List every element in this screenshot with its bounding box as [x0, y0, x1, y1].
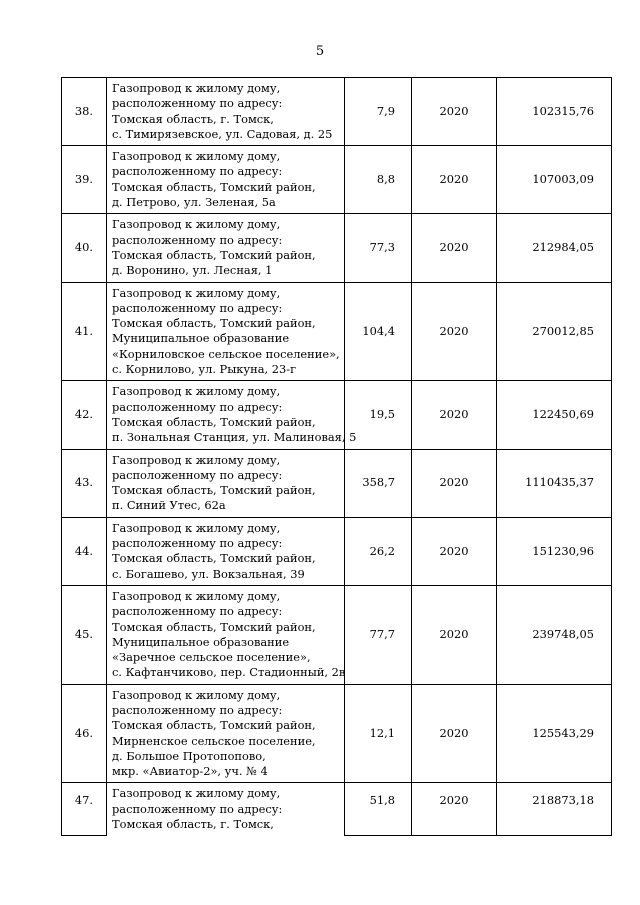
description-line: Томская область, Томский район, [112, 414, 316, 429]
description-line: Томская область, г. Томск, [112, 817, 274, 832]
cost-cell: 1110435,37 [497, 449, 612, 517]
gas-pipeline-table [61, 77, 612, 836]
description-line: расположенному по адресу: [112, 164, 283, 179]
length-cell: 77,3 [345, 214, 412, 282]
description-line: Муниципальное образование [112, 634, 290, 649]
cost-cell: 122450,69 [497, 381, 612, 449]
description-line: д. Большое Протопопово, [112, 748, 266, 763]
description-line: с. Корнилово, ул. Рыкуна, 23-г [112, 362, 297, 377]
description-line: расположенному по адресу: [112, 536, 283, 551]
row-number-cell: 42. [62, 381, 107, 449]
length-cell: 104,4 [345, 282, 412, 381]
length-cell: 7,9 [345, 78, 412, 146]
row-number-cell: 40. [62, 214, 107, 282]
description-line: Томская область, Томский район, [112, 718, 316, 733]
cost-cell: 239748,05 [497, 585, 612, 684]
description-line: Мирненское сельское поселение, [112, 733, 316, 748]
object-description-cell [107, 282, 345, 381]
year-cell: 2020 [412, 783, 497, 835]
description-line: Газопровод к жилому дому, [112, 81, 281, 95]
row-number-cell: 39. [62, 146, 107, 214]
table-row [62, 381, 612, 449]
row-number-cell: 45. [62, 585, 107, 684]
description-line: «Заречное сельское поселение», [112, 650, 311, 665]
cost-cell: 107003,09 [497, 146, 612, 214]
object-description-cell [107, 146, 345, 214]
row-number-cell: 38. [62, 78, 107, 146]
description-line: расположенному по адресу: [112, 399, 283, 414]
year-cell: 2020 [412, 146, 497, 214]
year-cell: 2020 [412, 684, 497, 783]
length-cell: 8,8 [345, 146, 412, 214]
table-row [62, 585, 612, 684]
object-description-cell [107, 517, 345, 585]
description-line: п. Синий Утес, 62а [112, 498, 226, 513]
description-line: Газопровод к жилому дому, [112, 786, 281, 801]
cost-cell: 125543,29 [497, 684, 612, 783]
year-cell: 2020 [412, 517, 497, 585]
table-row [62, 517, 612, 585]
length-cell: 19,5 [345, 381, 412, 449]
year-cell: 2020 [412, 214, 497, 282]
row-number-cell: 44. [62, 517, 107, 585]
description-line: расположенному по адресу: [112, 96, 283, 111]
table-body [62, 78, 612, 836]
description-line: Томская область, Томский район, [112, 179, 316, 194]
description-line: расположенному по адресу: [112, 801, 283, 816]
description-line: Газопровод к жилому дому, [112, 285, 281, 300]
description-line: Газопровод к жилому дому, [112, 384, 281, 399]
description-line: Газопровод к жилому дому, [112, 520, 281, 535]
description-line: расположенному по адресу: [112, 467, 283, 482]
object-description-cell [107, 585, 345, 684]
object-description-cell [107, 214, 345, 282]
table-row [62, 214, 612, 282]
description-line: с. Богашево, ул. Вокзальная, 39 [112, 566, 305, 581]
length-cell: 358,7 [345, 449, 412, 517]
description-line: п. Зональная Станция, ул. Малиновая, 5 [112, 430, 357, 445]
length-cell: 77,7 [345, 585, 412, 684]
length-cell: 26,2 [345, 517, 412, 585]
description-line: Муниципальное образование [112, 331, 290, 346]
year-cell: 2020 [412, 449, 497, 517]
object-description-cell [107, 381, 357, 449]
description-line: Томская область, Томский район, [112, 316, 316, 331]
length-cell: 51,8 [345, 783, 412, 835]
description-line: Газопровод к жилому дому, [112, 149, 281, 164]
description-line: с. Кафтанчиково, пер. Стадионный, 2в [112, 665, 346, 680]
description-line: мкр. «Авиатор-2», уч. № 4 [112, 764, 268, 779]
description-line: д. Воронино, ул. Лесная, 1 [112, 263, 273, 278]
description-line: расположенному по адресу: [112, 300, 283, 315]
cost-cell: 218873,18 [497, 783, 612, 835]
object-description-cell [107, 783, 345, 835]
description-line: Газопровод к жилому дому, [112, 588, 281, 603]
description-line: Томская область, Томский район, [112, 247, 316, 262]
row-number-cell: 43. [62, 449, 107, 517]
description-line: расположенному по адресу: [112, 604, 283, 619]
row-number-cell: 47. [62, 783, 107, 835]
year-cell: 2020 [412, 381, 497, 449]
object-description-cell [107, 449, 345, 517]
table-row [62, 449, 612, 517]
table-row [62, 78, 612, 146]
description-line: Газопровод к жилому дому, [112, 452, 281, 467]
length-cell: 12,1 [345, 684, 412, 783]
cost-cell: 270012,85 [497, 282, 612, 381]
description-line: Газопровод к жилому дому, [112, 217, 281, 232]
cost-cell: 102315,76 [497, 78, 612, 146]
row-number-cell: 41. [62, 282, 107, 381]
description-line: «Корниловское сельское поселение», [112, 346, 340, 361]
description-line: расположенному по адресу: [112, 232, 283, 247]
table-row [62, 684, 612, 783]
description-line: Томская область, Томский район, [112, 619, 316, 634]
description-line: с. Тимирязевское, ул. Садовая, д. 25 [112, 126, 333, 141]
description-line: д. Петрово, ул. Зеленая, 5а [112, 195, 276, 210]
object-description-cell [107, 78, 345, 146]
table-row [62, 282, 612, 381]
description-line: Газопровод к жилому дому, [112, 687, 281, 702]
cost-cell: 212984,05 [497, 214, 612, 282]
object-description-cell [107, 684, 345, 783]
page-number: 5 [315, 44, 325, 59]
cost-cell: 151230,96 [497, 517, 612, 585]
description-line: расположенному по адресу: [112, 702, 283, 717]
description-line: Томская область, г. Томск, [112, 111, 274, 126]
year-cell: 2020 [412, 78, 497, 146]
description-line: Томская область, Томский район, [112, 551, 316, 566]
description-line: Томская область, Томский район, [112, 483, 316, 498]
table-row [62, 783, 612, 835]
table-row [62, 146, 612, 214]
year-cell: 2020 [412, 282, 497, 381]
year-cell: 2020 [412, 585, 497, 684]
row-number-cell: 46. [62, 684, 107, 783]
